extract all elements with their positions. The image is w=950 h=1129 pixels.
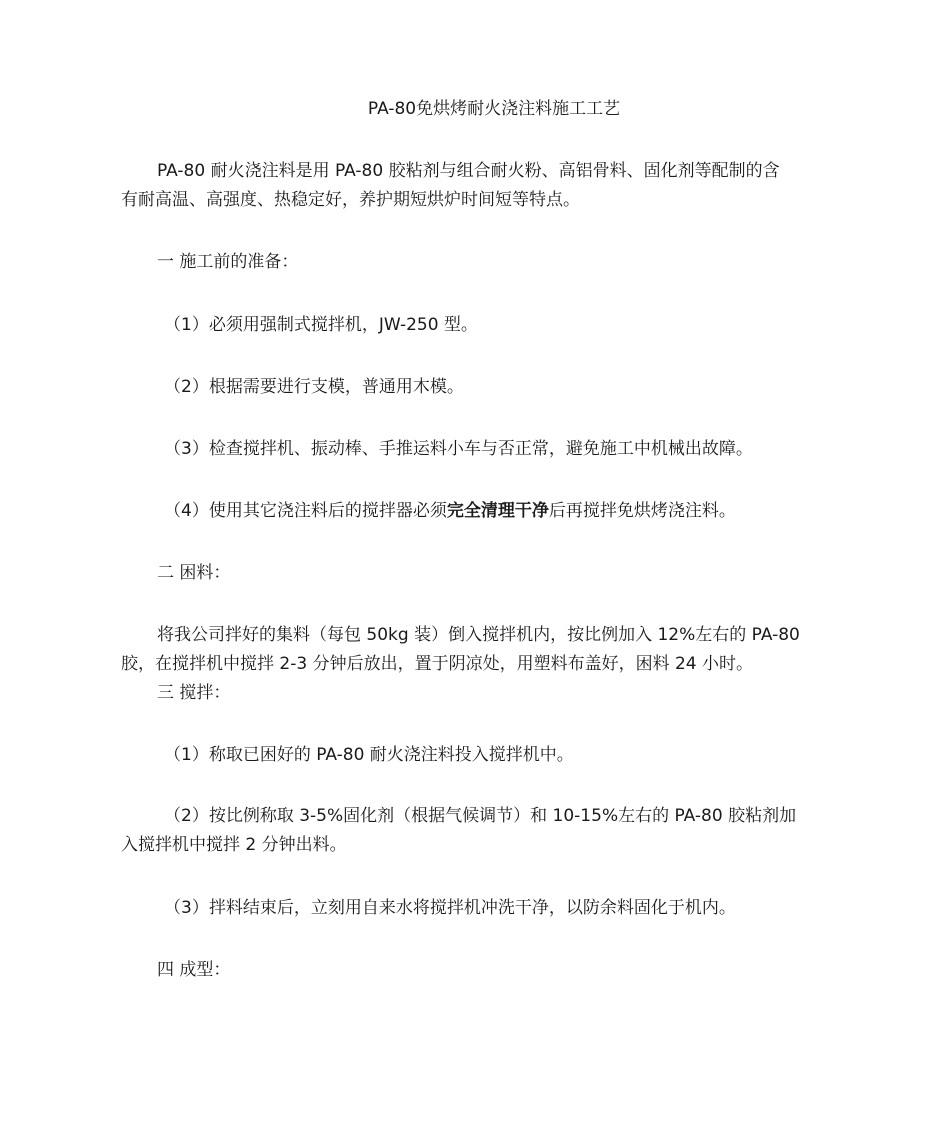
section-1-item-2: （2）根据需要进行支模，普通用木模。 (164, 377, 464, 397)
section-1-item-4 (164, 501, 736, 521)
section-4-heading: 四 成型： (157, 960, 231, 980)
section-2-para-line-1: 将我公司拌好的集料（每包 50kg 装）倒入搅拌机内，按比例加入 12%左右的 PA-80 (157, 625, 800, 645)
section-1-item-4-pre: （4）使用其它浇注料后的搅拌器必须 (164, 501, 447, 521)
section-1-item-1: （1）必须用强制式搅拌机，JW-250 型。 (164, 315, 478, 335)
section-3-item-2-line-1: （2）按比例称取 3-5%固化剂（根据气候调节）和 10-15%左右的 PA-80 胶粘剂加 (164, 806, 797, 826)
intro-line-1: PA-80 耐火浇注料是用 PA-80 胶粘剂与组合耐火粉、高铝骨料、固化剂等配制的含 (157, 161, 780, 181)
intro-line-2: 有耐高温、高强度、热稳定好，养护期短烘炉时间短等特点。 (121, 190, 580, 210)
section-3-item-3: （3）拌料结束后，立刻用自来水将搅拌机冲洗干净，以防余料固化于机内。 (164, 898, 736, 918)
section-3-item-2-line-2: 入搅拌机中搅拌 2 分钟出料。 (121, 835, 347, 855)
section-1-heading: 一 施工前的准备： (157, 252, 299, 272)
section-2-heading: 二 困料： (157, 563, 231, 583)
document-title: PA-80免烘烤耐火浇注料施工工艺 (367, 99, 621, 119)
section-3-heading: 三 搅拌： (157, 683, 231, 703)
section-2-para-line-2: 胶，在搅拌机中搅拌 2-3 分钟后放出，置于阴凉处，用塑料布盖好，困料 24 小时。 (121, 654, 754, 674)
section-3-item-1: （1）称取已困好的 PA-80 耐火浇注料投入搅拌机中。 (164, 745, 574, 765)
section-1-item-3: （3）检查搅拌机、振动棒、手推运料小车与否正常，避免施工中机械出故障。 (164, 439, 753, 459)
section-1-item-4-post: 后再搅拌免烘烤浇注料。 (548, 501, 736, 521)
section-1-item-4-emphasis: 完全清理干净 (446, 501, 549, 521)
